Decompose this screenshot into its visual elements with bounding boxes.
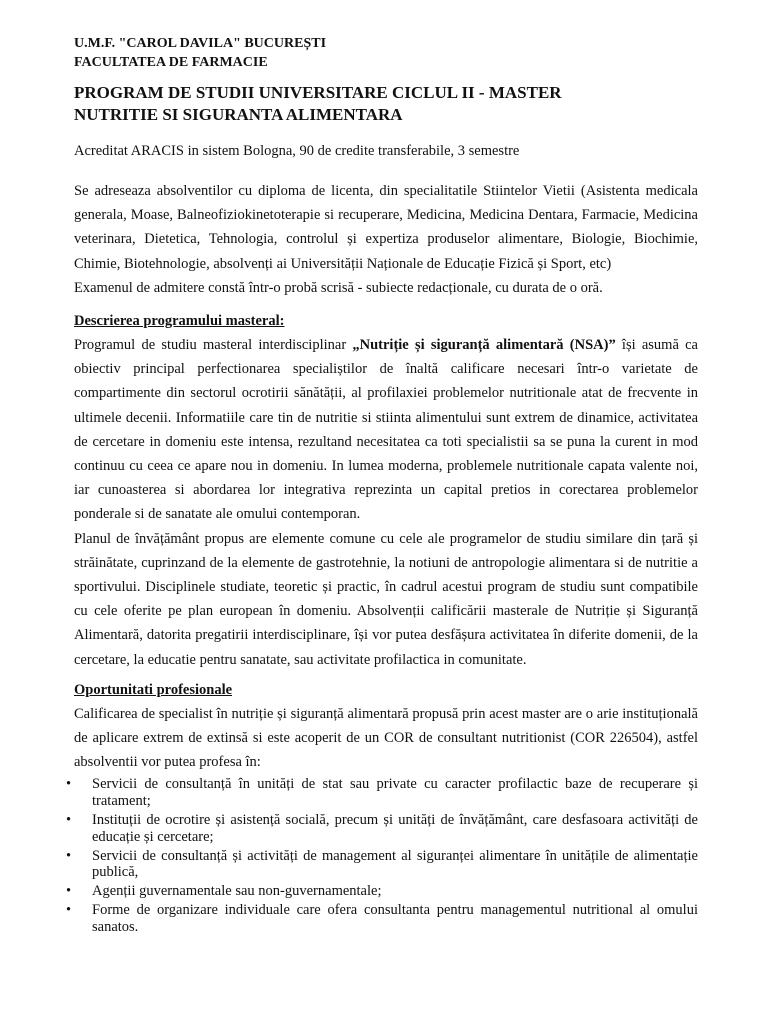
program-name-bold: „Nutriție și siguranță alimentară (NSA)” bbox=[352, 337, 616, 354]
program-title bbox=[74, 82, 698, 126]
description-paragraph-2: Planul de învățământ propus are elemente comune cu cele ale programelor de studiu similare din țară și străinătate, cuprinzand de la elemente de gastrotehnie, la notiuni de antropologie alimentara si de nutritie a sportivului. Disciplinele studiate, teoretic și practic, în cadrul acestui program de studiu sunt compatibile cu cele oferite pe plan european în domeniu. Absolvenții calificării masterale de Nutriție și Siguranță Alimentară, datorita pregatirii interdisciplinare, își vor putea desfășura activitatea în diferite domenii, de la cercetare, la educatie pentru sanatate, sau activitate profilactica in comunitate. bbox=[74, 530, 698, 668]
audience-paragraph: Se adreseaza absolventilor cu diploma de licenta, din specialitatile Stiintelor Vietii (Asistenta medicala generala, Moase, Balneofiziokinetoterapie si recuperare, Medicina, Medicina Dentara, Farmacie, Medicina veterinara, Dietetica, Tehnologia, controlul și expertiza produselor alimentare, Biologie, Biochimie, Chimie, Biotehnologie, absolvenți ai Universității Naționale de Educație Fizică și Sport, etc) bbox=[74, 183, 698, 272]
faculty-name: FACULTATEA DE FARMACIE bbox=[74, 55, 268, 70]
description-heading: Descrierea programului masteral: bbox=[74, 313, 285, 330]
program-title-line-1: PROGRAM DE STUDII UNIVERSITARE CICLUL II - MASTER bbox=[74, 83, 562, 102]
list-item bbox=[66, 812, 698, 845]
list-item bbox=[66, 776, 698, 809]
opportunities-list bbox=[66, 776, 698, 935]
bullet-icon: • bbox=[66, 812, 72, 829]
bullet-icon: • bbox=[66, 902, 72, 919]
opportunities-intro: Calificarea de specialist în nutriție și siguranță alimentară propusă prin acest master are o arie instituțională de aplicare extrem de extinsă si este acoperit de un COR de consultant nutritionist (COR 226504), astfel absolventii vor putea profesa în: bbox=[74, 705, 698, 771]
list-item bbox=[66, 847, 698, 881]
bullet-icon: • bbox=[66, 883, 72, 900]
description-p1-after: își asumă ca obiectiv principal perfectionarea specialiștilor de înaltă calificare necesari într-o varietate de compartimente din sectorul ocrotirii sănătății, al profilaxiei problemelor nutritionale atat de frecvente in ultimele decenii. Informatiile care tin de nutritie si stiinta alimentului sunt extrem de dinamice, activitatea de cercetare in domeniu este intensa, rezultand necesitatea ca toti specialistii sa se puna la curent in mod continuu cu ceea ce apare nou in domeniu. In lumea moderna, problemele nutritionale capata valente noi, iar cunoasterea si abordarea lor integrativa reprezinta un capital pretios in corectarea problemelor ponderale si de sanatate ale omului contemporan. bbox=[74, 337, 698, 523]
description-p1-before: Programul de studiu masteral interdisciplinar bbox=[74, 337, 353, 354]
document-page bbox=[66, 34, 698, 938]
bullet-icon: • bbox=[66, 847, 72, 864]
list-item bbox=[66, 902, 698, 935]
list-item-text: Forme de organizare individuale care ofera consultanta pentru managementul nutritional al omului sanatos. bbox=[92, 902, 698, 935]
opportunities-heading: Oportunitati profesionale bbox=[74, 681, 233, 698]
list-item-text: Servicii de consultanță în unități de stat sau private cu caracter profilactic baze de recuperare și tratament; bbox=[92, 776, 698, 809]
list-item-text: Servicii de consultanță și activități de management al siguranței alimentare în unitățile de alimentație publică, bbox=[92, 847, 698, 881]
list-item-text: Agenții guvernamentale sau non-guvernamentale; bbox=[92, 883, 382, 900]
exam-paragraph: Examenul de admitere constă într-o probă scrisă - subiecte redacționale, cu durata de o oră. bbox=[74, 279, 603, 296]
program-title-line-2: NUTRITIE SI SIGURANTA ALIMENTARA bbox=[74, 105, 403, 124]
list-item bbox=[66, 883, 698, 900]
bullet-icon: • bbox=[66, 776, 72, 793]
university-name: U.M.F. "CAROL DAVILA" BUCUREȘTI bbox=[74, 36, 327, 51]
accreditation-text: Acreditat ARACIS in sistem Bologna, 90 de credite transferabile, 3 semestre bbox=[74, 143, 520, 159]
description-paragraph-1 bbox=[74, 333, 698, 527]
list-item-text: Instituții de ocrotire și asistență socială, precum și unități de învățământ, care desfasoara activități de educație și cercetare; bbox=[92, 812, 698, 845]
